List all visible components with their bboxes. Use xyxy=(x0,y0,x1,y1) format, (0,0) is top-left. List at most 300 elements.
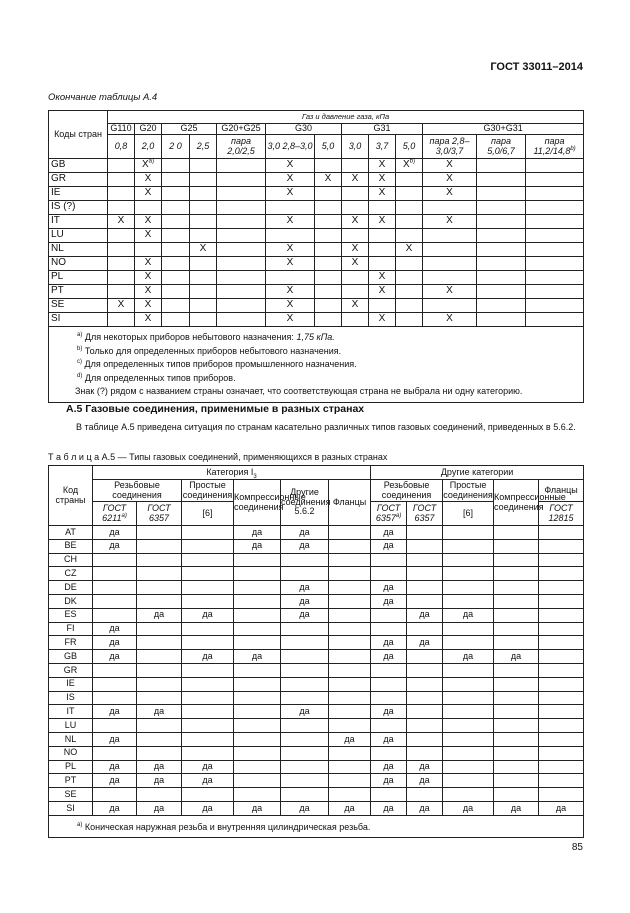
cell xyxy=(443,594,494,608)
cell: да xyxy=(93,636,137,650)
gost-6357-2: ГОСТ 6357 xyxy=(407,502,443,526)
cell xyxy=(494,539,539,553)
cell: X xyxy=(369,271,396,285)
cell xyxy=(526,187,584,201)
cell: X xyxy=(369,159,396,173)
cell: да xyxy=(137,774,182,788)
cell xyxy=(407,746,443,760)
cell xyxy=(477,187,526,201)
cell: да xyxy=(407,774,443,788)
cell xyxy=(281,691,329,705)
cell xyxy=(108,313,135,327)
cell xyxy=(315,299,342,313)
table-row xyxy=(49,636,584,650)
cell xyxy=(539,650,584,664)
pressure-header: 5,0 xyxy=(315,135,342,159)
gost-6357-a: ГОСТ 6357$^{a)}$ xyxy=(371,502,407,526)
cell xyxy=(407,732,443,746)
cell xyxy=(108,243,135,257)
cell xyxy=(182,691,234,705)
table-row xyxy=(49,719,584,733)
section-title: А.5 Газовые соединения, применимые в разных странах xyxy=(66,403,365,415)
cell xyxy=(443,622,494,636)
cell xyxy=(315,201,342,215)
cell xyxy=(108,257,135,271)
cell xyxy=(526,313,584,327)
country-code: ES xyxy=(49,608,93,622)
cell xyxy=(217,271,266,285)
table-row xyxy=(49,173,584,187)
pressure-header: пара 2,8–3,0/3,7 xyxy=(423,135,477,159)
cell: да xyxy=(93,622,137,636)
cell: $X^{b)}$ xyxy=(396,159,423,173)
cell xyxy=(371,622,407,636)
cell xyxy=(135,243,162,257)
cell xyxy=(539,539,584,553)
cell xyxy=(162,201,190,215)
cell xyxy=(162,215,190,229)
cell xyxy=(539,677,584,691)
cell: да xyxy=(234,650,281,664)
table-row xyxy=(49,567,584,581)
cell xyxy=(494,526,539,540)
cell xyxy=(443,788,494,802)
cell xyxy=(494,774,539,788)
cell xyxy=(329,719,371,733)
cell: X xyxy=(266,243,315,257)
cell xyxy=(407,705,443,719)
cell: да xyxy=(407,636,443,650)
cell xyxy=(137,719,182,733)
table-row xyxy=(49,187,584,201)
cell xyxy=(329,677,371,691)
cell: X xyxy=(135,271,162,285)
cell xyxy=(494,788,539,802)
cell xyxy=(443,553,494,567)
cell xyxy=(315,285,342,299)
cell xyxy=(329,760,371,774)
cell xyxy=(217,229,266,243)
cell xyxy=(407,581,443,595)
cell xyxy=(443,705,494,719)
cell xyxy=(281,567,329,581)
cell xyxy=(217,243,266,257)
page-number: 85 xyxy=(571,842,583,853)
cell xyxy=(539,526,584,540)
cell xyxy=(539,691,584,705)
cell xyxy=(342,229,369,243)
cell xyxy=(93,608,137,622)
gost-6211: ГОСТ 6211$^{a)}$ xyxy=(93,502,137,526)
cell xyxy=(477,313,526,327)
cell xyxy=(329,526,371,540)
cell xyxy=(182,553,234,567)
cell xyxy=(371,663,407,677)
cell xyxy=(190,285,217,299)
cell xyxy=(217,187,266,201)
cell: да xyxy=(182,608,234,622)
cell: да xyxy=(329,732,371,746)
table-row xyxy=(49,313,584,327)
cell: да xyxy=(371,801,407,815)
cell xyxy=(329,705,371,719)
table-row xyxy=(49,760,584,774)
cell xyxy=(477,201,526,215)
cell xyxy=(315,159,342,173)
cell xyxy=(182,746,234,760)
thread-header: Резьбовые соединения xyxy=(93,480,182,502)
cell xyxy=(137,594,182,608)
cell xyxy=(234,746,281,760)
table-row xyxy=(49,526,584,540)
table-row xyxy=(49,774,584,788)
cell xyxy=(329,650,371,664)
country-code: DE xyxy=(49,581,93,595)
table-row xyxy=(49,650,584,664)
pressure-header: пара 5,0/6,7 xyxy=(477,135,526,159)
ref-6: [6] xyxy=(182,502,234,526)
cell xyxy=(526,215,584,229)
cell: да xyxy=(281,705,329,719)
table-row xyxy=(49,746,584,760)
cell xyxy=(315,187,342,201)
cell: да xyxy=(371,650,407,664)
cell xyxy=(407,691,443,705)
table-a4 xyxy=(48,110,584,403)
cell xyxy=(539,746,584,760)
gost-12815: ГОСТ 12815 xyxy=(539,502,584,526)
cell xyxy=(93,594,137,608)
cell xyxy=(281,663,329,677)
cell xyxy=(281,719,329,733)
table-row xyxy=(49,257,584,271)
cell xyxy=(281,622,329,636)
cell xyxy=(526,229,584,243)
cell xyxy=(281,788,329,802)
cell xyxy=(407,788,443,802)
pressure-header: 3,0 xyxy=(342,135,369,159)
cell xyxy=(396,271,423,285)
cell xyxy=(315,229,342,243)
cell xyxy=(182,663,234,677)
cell: X xyxy=(266,187,315,201)
cell xyxy=(217,257,266,271)
cell xyxy=(407,650,443,664)
cell xyxy=(329,553,371,567)
cell xyxy=(234,663,281,677)
cell: да xyxy=(539,801,584,815)
cell: да xyxy=(407,801,443,815)
table-a4-footnotes xyxy=(49,327,584,403)
cell: X xyxy=(266,173,315,187)
cell xyxy=(342,201,369,215)
cell xyxy=(217,299,266,313)
cell xyxy=(443,732,494,746)
cell xyxy=(477,271,526,285)
cell xyxy=(494,760,539,774)
cell xyxy=(234,567,281,581)
cell: да xyxy=(443,801,494,815)
table-row xyxy=(49,229,584,243)
pressure-header: 3,7 xyxy=(369,135,396,159)
cell: да xyxy=(371,594,407,608)
country-code: GR xyxy=(49,663,93,677)
table-row xyxy=(49,608,584,622)
table-row xyxy=(49,243,584,257)
cell: X xyxy=(423,187,477,201)
cell: да xyxy=(182,760,234,774)
cell xyxy=(137,553,182,567)
cell xyxy=(329,581,371,595)
cell xyxy=(108,159,135,173)
cell xyxy=(423,299,477,313)
cell xyxy=(329,622,371,636)
cell xyxy=(407,567,443,581)
cell: X xyxy=(266,313,315,327)
cell: X xyxy=(135,173,162,187)
cell xyxy=(342,313,369,327)
cell xyxy=(182,788,234,802)
compression-header-2: Компрессионные соединения xyxy=(494,480,539,526)
cell: да xyxy=(371,760,407,774)
cell xyxy=(182,567,234,581)
cell xyxy=(371,719,407,733)
cell: X xyxy=(423,313,477,327)
cell xyxy=(137,732,182,746)
cell: да xyxy=(494,801,539,815)
cell xyxy=(190,159,217,173)
table-row xyxy=(49,788,584,802)
cell: X xyxy=(423,173,477,187)
country-code: IE xyxy=(49,187,108,201)
cell: X xyxy=(369,187,396,201)
cell: да xyxy=(137,705,182,719)
cell xyxy=(443,539,494,553)
cell xyxy=(539,663,584,677)
gas-group-header: G30+G31 xyxy=(423,124,584,135)
cell: да xyxy=(329,801,371,815)
cell: да xyxy=(371,526,407,540)
cell xyxy=(396,257,423,271)
cell xyxy=(423,229,477,243)
cell xyxy=(137,788,182,802)
cell xyxy=(162,173,190,187)
cell xyxy=(281,746,329,760)
cell xyxy=(526,285,584,299)
cell xyxy=(315,257,342,271)
cell xyxy=(137,663,182,677)
country-code: IT xyxy=(49,705,93,719)
other-conn-header: Другие соединения 5.6.2 xyxy=(281,480,329,526)
cell xyxy=(477,257,526,271)
cell xyxy=(396,215,423,229)
cell xyxy=(396,229,423,243)
cell xyxy=(137,539,182,553)
cell xyxy=(162,187,190,201)
cell xyxy=(137,650,182,664)
cell: да xyxy=(93,650,137,664)
cell: да xyxy=(371,636,407,650)
table-a5-footnote: $^{a)}$ Коническая наружная резьба и внутренняя цилиндрическая резьба. xyxy=(49,815,584,837)
country-code: GR xyxy=(49,173,108,187)
cell xyxy=(443,581,494,595)
cell xyxy=(182,622,234,636)
cell: X xyxy=(342,243,369,257)
cell xyxy=(396,201,423,215)
cell xyxy=(539,774,584,788)
sign-note: Знак (?) рядом с названием страны означает, что соответствующая страна не выбрала ни одну категорию. xyxy=(75,386,523,396)
cell xyxy=(342,271,369,285)
cell: X xyxy=(108,299,135,313)
cell: X xyxy=(135,257,162,271)
cell xyxy=(217,159,266,173)
cell xyxy=(93,677,137,691)
country-code: SI xyxy=(49,313,108,327)
cell xyxy=(494,677,539,691)
cell xyxy=(443,774,494,788)
cell xyxy=(234,691,281,705)
table-a4-caption: Окончание таблицы А.4 xyxy=(48,92,158,103)
cell xyxy=(266,229,315,243)
cell xyxy=(190,299,217,313)
simple-header: Простые соединения xyxy=(182,480,233,500)
cell xyxy=(369,229,396,243)
cell xyxy=(369,299,396,313)
table-row xyxy=(49,215,584,229)
country-code: SE xyxy=(49,788,93,802)
cell: да xyxy=(371,581,407,595)
cell xyxy=(494,553,539,567)
pressure-header: 2 0 xyxy=(162,135,190,159)
cell xyxy=(108,271,135,285)
cell xyxy=(477,285,526,299)
cell xyxy=(494,608,539,622)
section-paragraph: В таблице А.5 приведена ситуация по странам касательно различных типов газовых соединений, приведенных в 5.6.2. xyxy=(76,422,576,432)
cell xyxy=(281,553,329,567)
country-code: GB xyxy=(49,650,93,664)
table-a5-caption: Т а б л и ц а А.5 — Типы газовых соединений, применяющихся в разных странах xyxy=(48,452,388,462)
flanges-header: Фланцы xyxy=(329,480,371,526)
cell xyxy=(539,594,584,608)
cell: X xyxy=(369,215,396,229)
cell xyxy=(234,608,281,622)
country-code: FR xyxy=(49,636,93,650)
cell xyxy=(369,257,396,271)
table-a4-gas-header: Газ и давление газа, кПа xyxy=(108,111,584,124)
footnote-a: $^{a)}$ Для некоторых приборов небытового назначения: 1,75 кПа. xyxy=(77,332,335,342)
cell xyxy=(342,187,369,201)
cell: X xyxy=(423,285,477,299)
other-categories-header: Другие категории xyxy=(371,466,584,480)
thread-header-2: Резьбовые соединения xyxy=(371,480,443,502)
cell xyxy=(137,567,182,581)
cell: да xyxy=(371,774,407,788)
cell xyxy=(182,594,234,608)
cell xyxy=(443,691,494,705)
cell xyxy=(443,636,494,650)
cell xyxy=(407,663,443,677)
table-row xyxy=(49,705,584,719)
cell: да xyxy=(93,539,137,553)
cell xyxy=(539,608,584,622)
cell xyxy=(190,173,217,187)
cell xyxy=(443,719,494,733)
country-code: IS xyxy=(49,691,93,705)
pressure-header: 0,8 xyxy=(108,135,135,159)
cell xyxy=(494,705,539,719)
cell xyxy=(108,173,135,187)
table-row xyxy=(49,663,584,677)
cell xyxy=(162,299,190,313)
cell xyxy=(407,622,443,636)
cell: $X^{a)}$ xyxy=(135,159,162,173)
country-code: AT xyxy=(49,526,93,540)
cell xyxy=(137,691,182,705)
cell xyxy=(162,271,190,285)
cell xyxy=(93,691,137,705)
cell: X xyxy=(369,173,396,187)
cell xyxy=(342,285,369,299)
cell: X xyxy=(423,215,477,229)
table-row xyxy=(49,594,584,608)
cell xyxy=(443,677,494,691)
cell xyxy=(281,760,329,774)
cell xyxy=(234,732,281,746)
country-code: IS (?) xyxy=(49,201,108,215)
cell xyxy=(137,622,182,636)
cell: да xyxy=(234,539,281,553)
cell xyxy=(443,526,494,540)
cell: да xyxy=(281,608,329,622)
cell xyxy=(190,229,217,243)
cell xyxy=(539,705,584,719)
cell xyxy=(494,636,539,650)
cell xyxy=(108,201,135,215)
cell xyxy=(407,594,443,608)
flanges-header-2: Фланцы xyxy=(539,480,584,502)
cell: да xyxy=(137,801,182,815)
cell xyxy=(190,215,217,229)
cell: да xyxy=(137,608,182,622)
cell xyxy=(371,788,407,802)
cell xyxy=(93,581,137,595)
cell xyxy=(477,215,526,229)
cell xyxy=(396,285,423,299)
cell: да xyxy=(93,705,137,719)
cell xyxy=(281,732,329,746)
cell xyxy=(494,594,539,608)
cell: X xyxy=(135,285,162,299)
cell xyxy=(217,215,266,229)
cell xyxy=(234,760,281,774)
pressure-header: 3,0 2,8–3,0 xyxy=(266,135,315,159)
cell xyxy=(162,229,190,243)
country-code: NO xyxy=(49,257,108,271)
cell xyxy=(443,760,494,774)
cell: да xyxy=(234,526,281,540)
country-code: PL xyxy=(49,271,108,285)
cell xyxy=(234,581,281,595)
cell xyxy=(182,677,234,691)
cell xyxy=(281,774,329,788)
cell: да xyxy=(137,760,182,774)
cell xyxy=(234,622,281,636)
cell xyxy=(315,243,342,257)
country-code: PL xyxy=(49,760,93,774)
cell: X xyxy=(135,313,162,327)
cell xyxy=(266,271,315,285)
cell xyxy=(396,299,423,313)
